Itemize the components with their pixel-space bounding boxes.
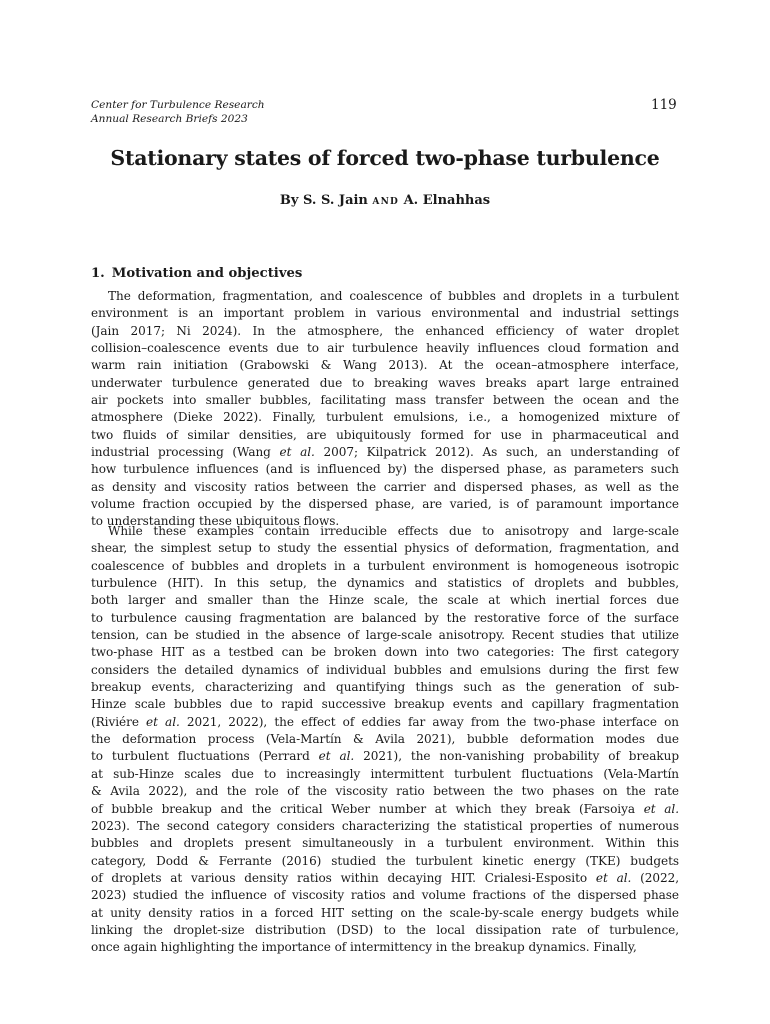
text-line: to understanding these ubiquitous flows.	[91, 514, 340, 529]
text-line: collision–coalescence events due to air turbulence heavily influences cloud formation and	[91, 341, 679, 356]
text-line: once again highlighting the importance of intermittency in the breakup dynamics. Finally,	[91, 940, 637, 955]
text-line: volume fraction occupied by the dispersed phase, are varied, is of paramount importance	[91, 497, 679, 512]
text-line: While these examples contain irreducible effects due to anisotropy and large-scale	[108, 524, 679, 538]
text-line: warm rain initiation (Grabowski & Wang 2013). At the ocean–atmosphere interface,	[91, 358, 679, 373]
text-line: two fluids of similar densities, are ubiquitously formed for use in pharmaceutical and	[91, 427, 679, 442]
text-line: air pockets into smaller bubbles, facilitating mass transfer between the ocean and the	[91, 393, 679, 408]
by-label: By	[279, 193, 299, 208]
author-line	[0, 193, 770, 208]
text-line: of droplets at various density ratios within decaying HIT. Crialesi-Esposito et al. (2022,	[91, 870, 679, 885]
and-label: AND	[372, 197, 400, 207]
text-line: to turbulence causing fragmentation are balanced by the restorative force of the surface	[91, 610, 679, 625]
text-line: The deformation, fragmentation, and coalescence of bubbles and droplets in a turbulent	[108, 289, 679, 303]
page-number: 119	[651, 97, 677, 113]
text-line: to turbulent fluctuations (Perrard et al. 2021), the non-vanishing probability of breakup	[91, 749, 680, 764]
text-line: the deformation process (Vela-Martín & Avila 2021), bubble deformation modes due	[91, 732, 679, 747]
section-number: 1.	[91, 266, 105, 281]
text-line: as density and viscosity ratios between the carrier and dispersed phases, as well as the	[91, 479, 679, 494]
author-2: A. Elnahhas	[403, 193, 491, 208]
text-line: & Avila 2022), and the role of the viscosity ratio between the two phases on the rate	[91, 784, 679, 799]
text-line: (Jain 2017; Ni 2024). In the atmosphere, the enhanced efficiency of water droplet	[91, 323, 679, 338]
venue-line-2: Annual Research Briefs 2023	[91, 112, 248, 125]
text-line: industrial processing (Wang et al. 2007; Kilpatrick 2012). As such, an understanding of	[91, 445, 679, 460]
text-line: at unity density ratios in a forced HIT setting on the scale-by-scale energy budgets while	[91, 905, 679, 920]
section-heading	[91, 266, 302, 281]
author-1: S. S. Jain	[302, 193, 368, 208]
text-line: atmosphere (Dieke 2022). Finally, turbulent emulsions, i.e., a homogenized mixture of	[91, 410, 679, 425]
text-line: category, Dodd & Ferrante (2016) studied the turbulent kinetic energy (TKE) budgets	[91, 853, 679, 868]
text-line: 2023). The second category considers characterizing the statistical properties of numerous	[91, 818, 679, 833]
text-line: considers the detailed dynamics of individual bubbles and emulsions during the first few	[91, 662, 679, 677]
text-line: how turbulence influences (and is influenced by) the dispersed phase, as parameters such	[91, 462, 679, 477]
text-line: of bubble breakup and the critical Weber number at which they break (Farsoiya et al.	[91, 801, 679, 816]
text-line: breakup events, characterizing and quantifying things such as the generation of sub-	[91, 680, 679, 695]
text-line: environment is an important problem in various environmental and industrial settings	[91, 306, 679, 321]
section-title: Motivation and objectives	[111, 266, 303, 281]
text-line: shear, the simplest setup to study the essential physics of deformation, fragmentation, and	[91, 541, 679, 556]
venue-line-1: Center for Turbulence Research	[91, 99, 265, 111]
text-line: two-phase HIT as a testbed can be broken down into two categories: The first category	[91, 645, 679, 660]
text-line: coalescence of bubbles and droplets in a turbulent environment is homogeneous isotropic	[91, 558, 679, 573]
text-line: 2023) studied the influence of viscosity ratios and volume fractions of the dispersed phase	[91, 888, 679, 903]
paragraph-2	[91, 523, 679, 957]
text-line: bubbles and droplets present simultaneously in a turbulent environment. Within this	[91, 836, 679, 851]
text-line: linking the droplet-size distribution (DSD) to the local dissipation rate of turbulence,	[91, 922, 679, 937]
text-line: tension, can be studied in the absence of large-scale anisotropy. Recent studies that utilize	[91, 628, 679, 643]
text-line: at sub-Hinze scales due to increasingly intermittent turbulent fluctuations (Vela-Martín	[91, 766, 679, 781]
text-line: both larger and smaller than the Hinze scale, the scale at which inertial forces due	[91, 593, 679, 608]
text-line: underwater turbulence generated due to breaking waves breaks apart large entrained	[91, 375, 679, 390]
paper-title: Stationary states of forced two-phase turbulence	[110, 146, 660, 170]
paragraph-1	[91, 288, 679, 531]
text-line: Hinze scale bubbles due to rapid successive breakup events and capillary fragmentation	[91, 697, 679, 712]
text-line: (Riviére et al. 2021, 2022), the effect of eddies far away from the two-phase interface on	[91, 714, 679, 729]
running-header	[91, 99, 265, 126]
text-line: turbulence (HIT). In this setup, the dynamics and statistics of droplets and bubbles,	[91, 576, 679, 591]
